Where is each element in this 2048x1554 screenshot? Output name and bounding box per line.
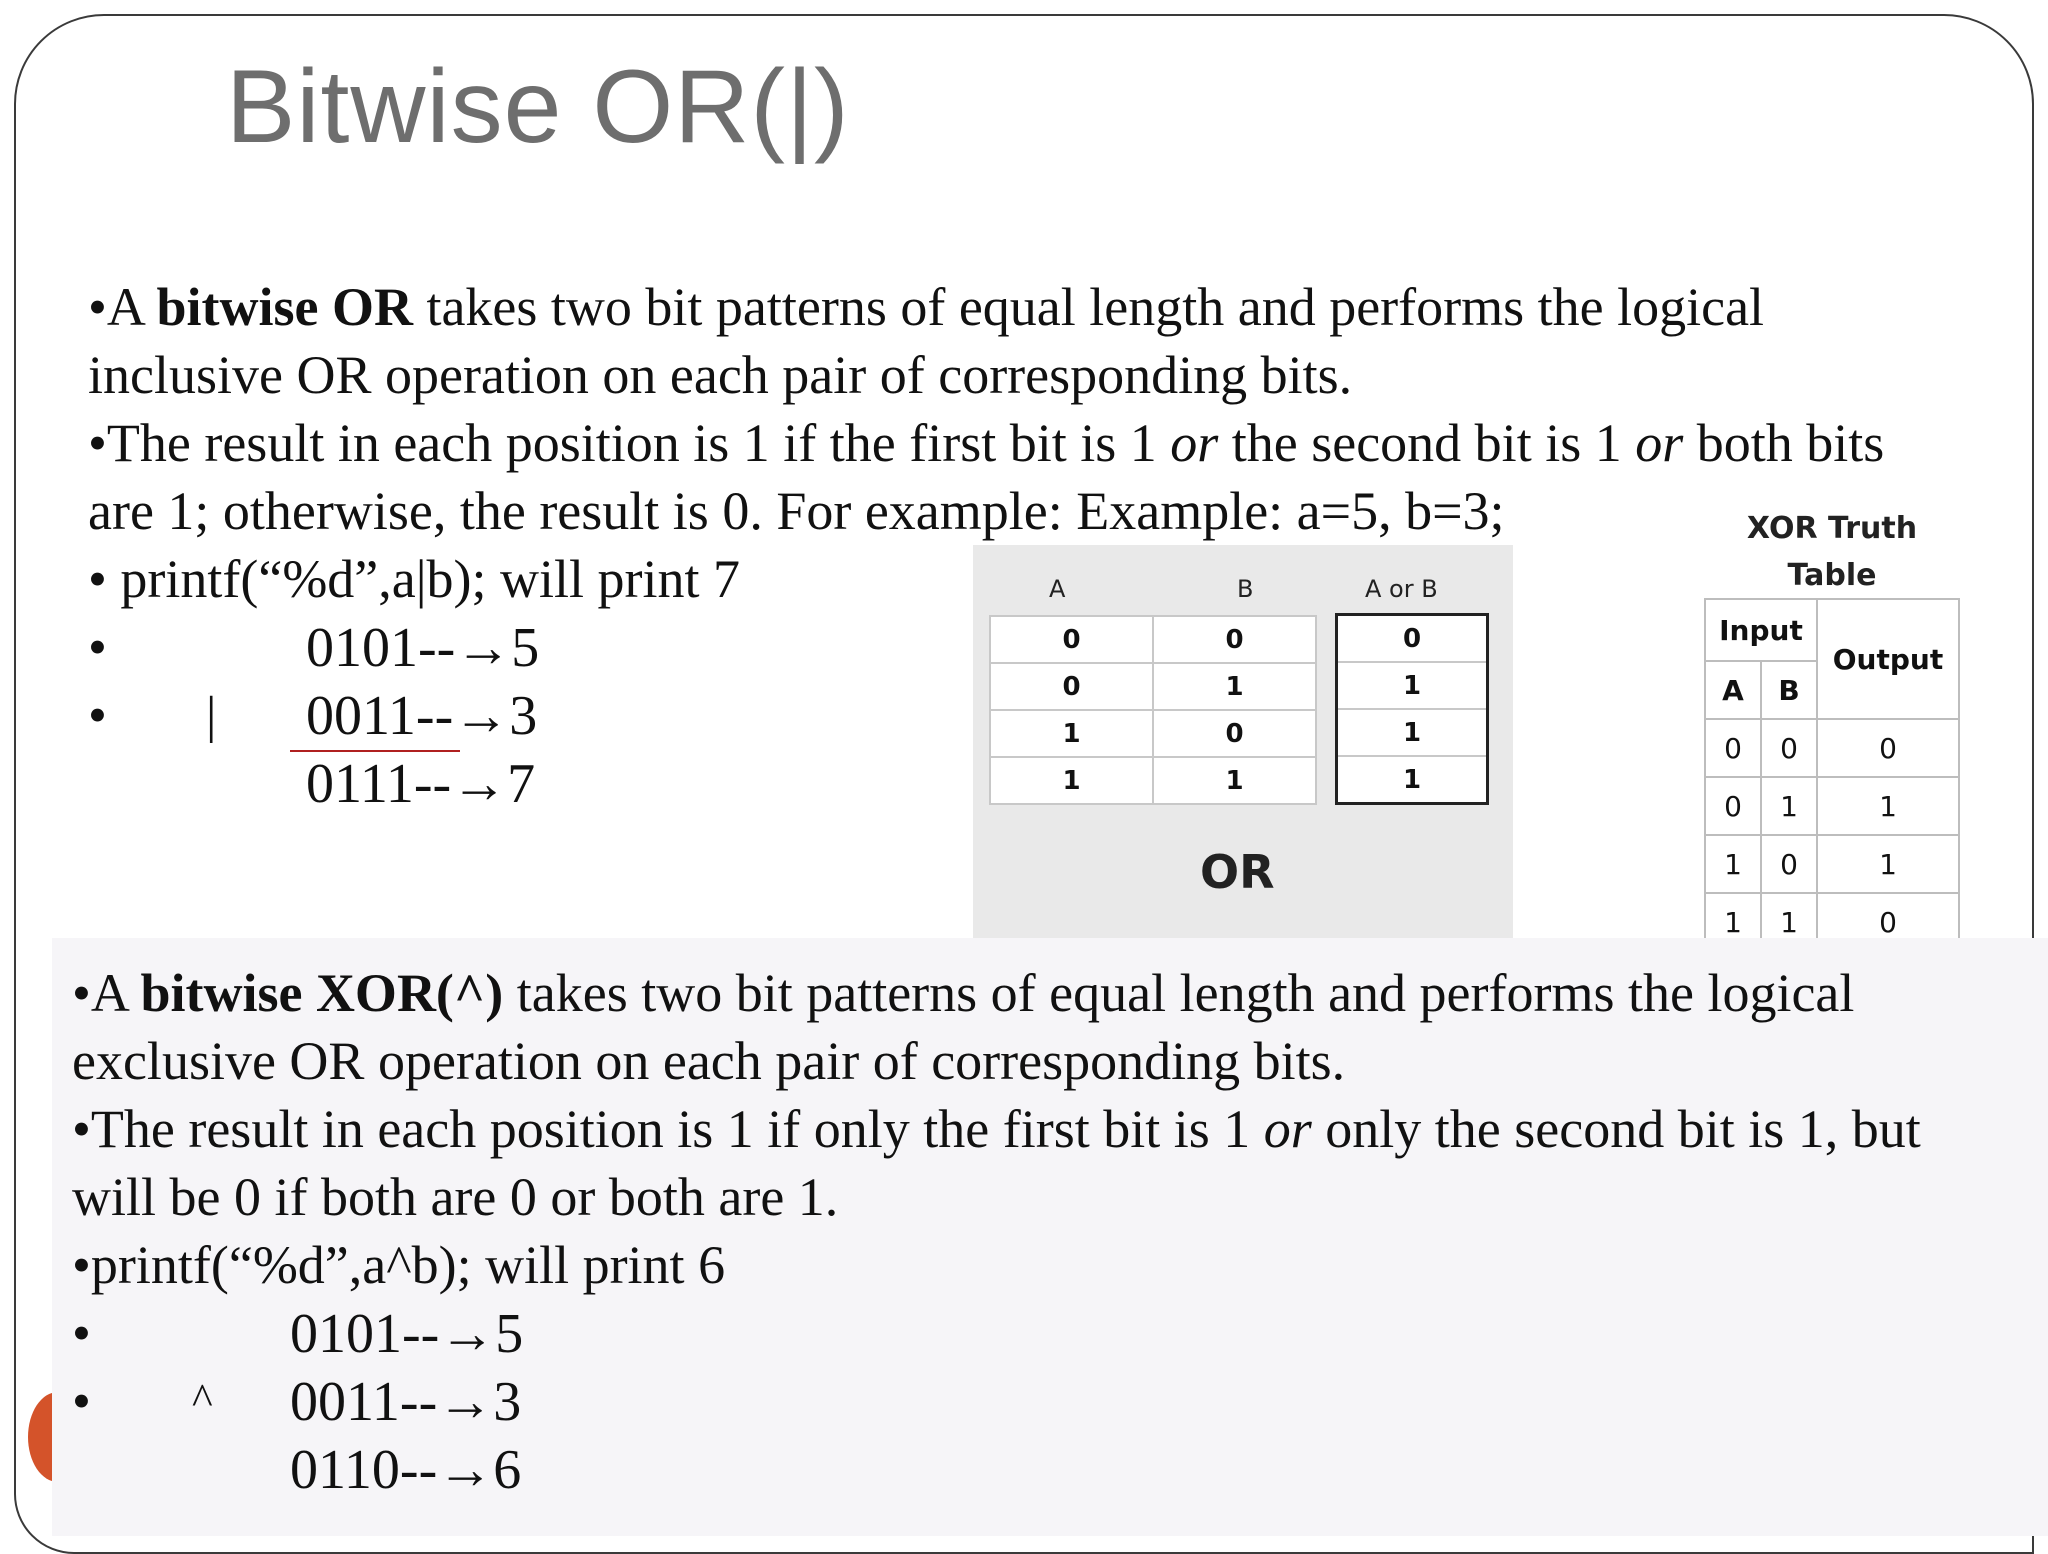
bullet: • [88, 617, 107, 677]
sum-underline [290, 750, 460, 752]
or-truth-table-figure [973, 545, 1513, 938]
or-p2-c: both bits [1683, 413, 1885, 473]
xor-text-panel [52, 938, 2048, 1536]
cell: 1 [1817, 777, 1959, 835]
cell: 1 [1337, 756, 1488, 804]
or-operand-2: 0011--→3 [306, 685, 538, 747]
xor-result: 0110--→6 [290, 1439, 522, 1501]
table-row [1337, 662, 1488, 709]
or-paragraph-1 [88, 277, 1765, 337]
xor-title-line1: XOR Truth [1746, 511, 1918, 546]
cell: 1 [1153, 663, 1316, 710]
xor-table-title [1700, 505, 1964, 599]
or-output-column [1335, 613, 1489, 805]
xor-printf-line [72, 1235, 726, 1295]
bullet: • [72, 1099, 91, 1159]
xor-paragraph-1-line2: exclusive OR operation on each pair of corresponding bits. [72, 1031, 1346, 1091]
or-p2-a: The result in each position is 1 if the first bit is 1 [106, 413, 1171, 473]
xor-p1-bold: bitwise XOR(^) [140, 963, 504, 1023]
table-row [1705, 835, 1959, 893]
cell: 0 [1705, 777, 1761, 835]
or-p2-b: the second bit is 1 [1218, 413, 1636, 473]
cell: 1 [1761, 777, 1817, 835]
cell: 0 [1153, 710, 1316, 757]
or-paragraph-2 [88, 413, 1885, 473]
xor-p2-a: The result in each position is 1 if only the first bit is 1 [90, 1099, 1264, 1159]
or-input-grid [989, 615, 1317, 805]
table-row [990, 757, 1316, 804]
or-figure-label: OR [1200, 845, 1275, 899]
or-operator: | [206, 687, 217, 744]
xor-p1-post: takes two bit patterns of equal length and performs the logical [503, 963, 1855, 1023]
table-row [1337, 615, 1488, 663]
xor-printf-text: printf(“%d”,a^b); will print 6 [90, 1235, 726, 1295]
xor-title-line2: Table [1787, 558, 1877, 593]
or-printf-line [88, 549, 741, 609]
cell: 0 [1705, 719, 1761, 777]
cell: 0 [1761, 719, 1817, 777]
input-header: Input [1705, 599, 1817, 661]
table-row [1705, 777, 1959, 835]
or-header-a: A [1049, 575, 1066, 603]
cell: 1 [990, 710, 1153, 757]
or-p1-bold: bitwise OR [156, 277, 413, 337]
cell: 0 [1817, 719, 1959, 777]
cell: 1 [990, 757, 1153, 804]
xor-paragraph-2 [72, 1099, 1921, 1159]
table-row [1337, 709, 1488, 756]
cell: 0 [1153, 616, 1316, 663]
table-row [990, 663, 1316, 710]
cell: 0 [990, 663, 1153, 710]
xor-p2-b: only the second bit is 1, but [1311, 1099, 1921, 1159]
col-a-header: A [1705, 661, 1761, 719]
cell: 1 [1337, 662, 1488, 709]
bullet: • [88, 549, 107, 609]
or-p2-or2: or [1635, 413, 1684, 473]
or-p1-post: takes two bit patterns of equal length and performs the logical [412, 277, 1765, 337]
cell: 1 [1705, 835, 1761, 893]
table-row [1705, 719, 1959, 777]
output-header: Output [1817, 599, 1959, 719]
bullet: • [72, 1235, 91, 1295]
xor-operand-2: 0011--→3 [290, 1371, 522, 1433]
xor-paragraph-2-line2: will be 0 if both are 0 or both are 1. [72, 1167, 839, 1227]
bullet: • [88, 413, 107, 473]
or-paragraph-2-line2: are 1; otherwise, the result is 0. For example: Example: a=5, b=3; [88, 481, 1505, 541]
cell: 1 [1761, 893, 1817, 951]
bullet: • [88, 685, 107, 745]
cell: 1 [1705, 893, 1761, 951]
cell: 1 [1153, 757, 1316, 804]
or-header-aorb: A or B [1365, 575, 1438, 603]
xor-truth-table [1704, 598, 1960, 952]
or-paragraph-1-line2: inclusive OR operation on each pair of corresponding bits. [88, 345, 1353, 405]
cell: 0 [1817, 893, 1959, 951]
or-result: 0111--→7 [306, 753, 536, 815]
table-row [990, 616, 1316, 663]
xor-operator: ^ [192, 1375, 213, 1424]
table-row [1337, 756, 1488, 804]
cell: 1 [1817, 835, 1959, 893]
xor-p1-pre: A [90, 963, 141, 1023]
col-b-header: B [1761, 661, 1817, 719]
cell: 0 [1402, 623, 1422, 654]
cell: 0 [1761, 835, 1817, 893]
or-printf-text: printf(“%d”,a|b); will print 7 [120, 549, 741, 609]
xor-operand-1: 0101--→5 [290, 1303, 524, 1365]
bullet: • [72, 1371, 91, 1431]
or-operand-1: 0101--→5 [306, 617, 540, 679]
or-header-b: B [1237, 575, 1254, 603]
cell: 1 [1337, 709, 1488, 756]
cell: 0 [990, 616, 1153, 663]
table-row [990, 710, 1316, 757]
slide-title: Bitwise OR(|) [226, 49, 850, 165]
or-p1-pre: A [106, 277, 157, 337]
xor-paragraph-1 [72, 963, 1855, 1023]
table-row [1705, 599, 1959, 661]
bullet: • [72, 1303, 91, 1363]
bullet: • [72, 963, 91, 1023]
bullet: • [88, 277, 107, 337]
or-p2-or1: or [1170, 413, 1219, 473]
xor-p2-or: or [1263, 1099, 1312, 1159]
